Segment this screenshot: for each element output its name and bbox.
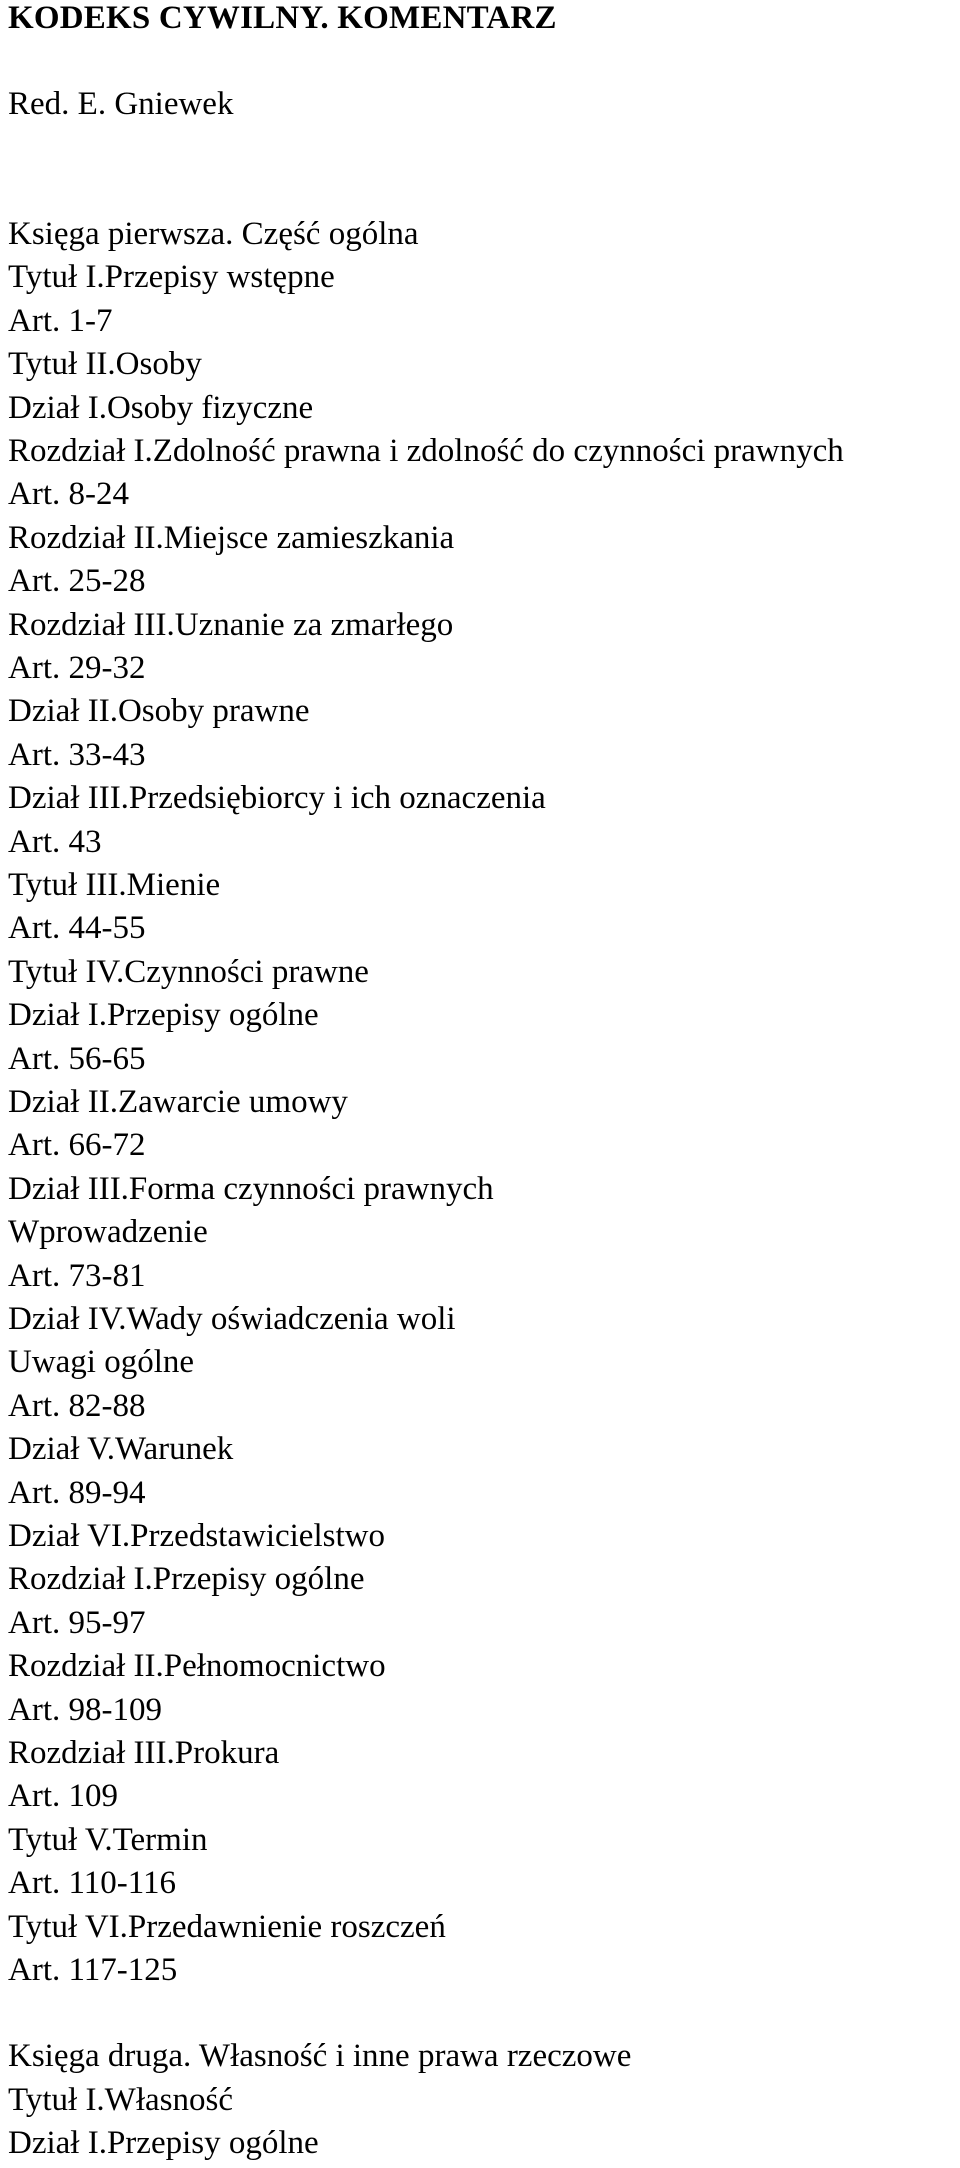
toc-line: Dział VI.Przedstawicielstwo bbox=[8, 1518, 385, 1554]
toc-line: Art. 109 bbox=[8, 1778, 118, 1814]
toc-line: Art. 89-94 bbox=[8, 1475, 146, 1511]
toc-line: Tytuł II.Osoby bbox=[8, 346, 202, 382]
toc-line: Art. 25-28 bbox=[8, 563, 146, 599]
toc-line: Dział III.Forma czynności prawnych bbox=[8, 1171, 494, 1207]
toc-line: Dział I.Osoby fizyczne bbox=[8, 390, 314, 426]
toc-line: Art. 33-43 bbox=[8, 737, 146, 773]
toc-line: Art. 66-72 bbox=[8, 1127, 146, 1163]
toc-line: Rozdział I.Przepisy ogólne bbox=[8, 1561, 365, 1597]
toc-line: Dział II.Osoby prawne bbox=[8, 693, 310, 729]
document-title: KODEKS CYWILNY. KOMENTARZ bbox=[8, 0, 557, 36]
toc-line: Art. 95-97 bbox=[8, 1605, 146, 1641]
toc-line: Dział II.Zawarcie umowy bbox=[8, 1084, 348, 1120]
toc-line: Art. 82-88 bbox=[8, 1388, 146, 1424]
toc-line: Rozdział II.Pełnomocnictwo bbox=[8, 1648, 386, 1684]
toc-line: Rozdział II.Miejsce zamieszkania bbox=[8, 520, 455, 556]
toc-line: Tytuł V.Termin bbox=[8, 1822, 208, 1858]
toc-line: Tytuł VI.Przedawnienie roszczeń bbox=[8, 1909, 446, 1945]
toc-line: Tytuł III.Mienie bbox=[8, 867, 221, 903]
toc-line: Dział V.Warunek bbox=[8, 1431, 234, 1467]
toc-line: Tytuł I.Przepisy wstępne bbox=[8, 259, 335, 295]
toc-line: Księga pierwsza. Część ogólna bbox=[8, 216, 419, 252]
toc-line: Art. 29-32 bbox=[8, 650, 146, 686]
toc-line: Tytuł IV.Czynności prawne bbox=[8, 954, 369, 990]
toc-line: Tytuł I.Własność bbox=[8, 2082, 233, 2118]
toc-line: Dział IV.Wady oświadczenia woli bbox=[8, 1301, 456, 1337]
toc-line: Dział III.Przedsiębiorcy i ich oznaczenia bbox=[8, 780, 546, 816]
toc-line: Art. 43 bbox=[8, 824, 102, 860]
toc-line: Uwagi ogólne bbox=[8, 1344, 195, 1380]
toc-line: Rozdział III.Prokura bbox=[8, 1735, 280, 1771]
toc-line: Wprowadzenie bbox=[8, 1214, 208, 1250]
toc-line: Rozdział III.Uznanie za zmarłego bbox=[8, 607, 454, 643]
toc-line: Księga druga. Własność i inne prawa rzeczowe bbox=[8, 2038, 632, 2074]
toc-line: Art. 73-81 bbox=[8, 1258, 146, 1294]
editor-line: Red. E. Gniewek bbox=[8, 86, 234, 122]
toc-line: Art. 44-55 bbox=[8, 910, 146, 946]
toc-line: Art. 117-125 bbox=[8, 1952, 178, 1988]
toc-line: Art. 110-116 bbox=[8, 1865, 177, 1901]
toc-line: Dział I.Przepisy ogólne bbox=[8, 2125, 319, 2161]
toc-line: Dział I.Przepisy ogólne bbox=[8, 997, 319, 1033]
toc-line: Art. 1-7 bbox=[8, 303, 113, 339]
toc-line: Rozdział I.Zdolność prawna i zdolność do czynności prawnych bbox=[8, 433, 844, 469]
toc-line: Art. 56-65 bbox=[8, 1041, 146, 1077]
toc-line: Art. 98-109 bbox=[8, 1692, 162, 1728]
toc-line: Art. 8-24 bbox=[8, 476, 129, 512]
